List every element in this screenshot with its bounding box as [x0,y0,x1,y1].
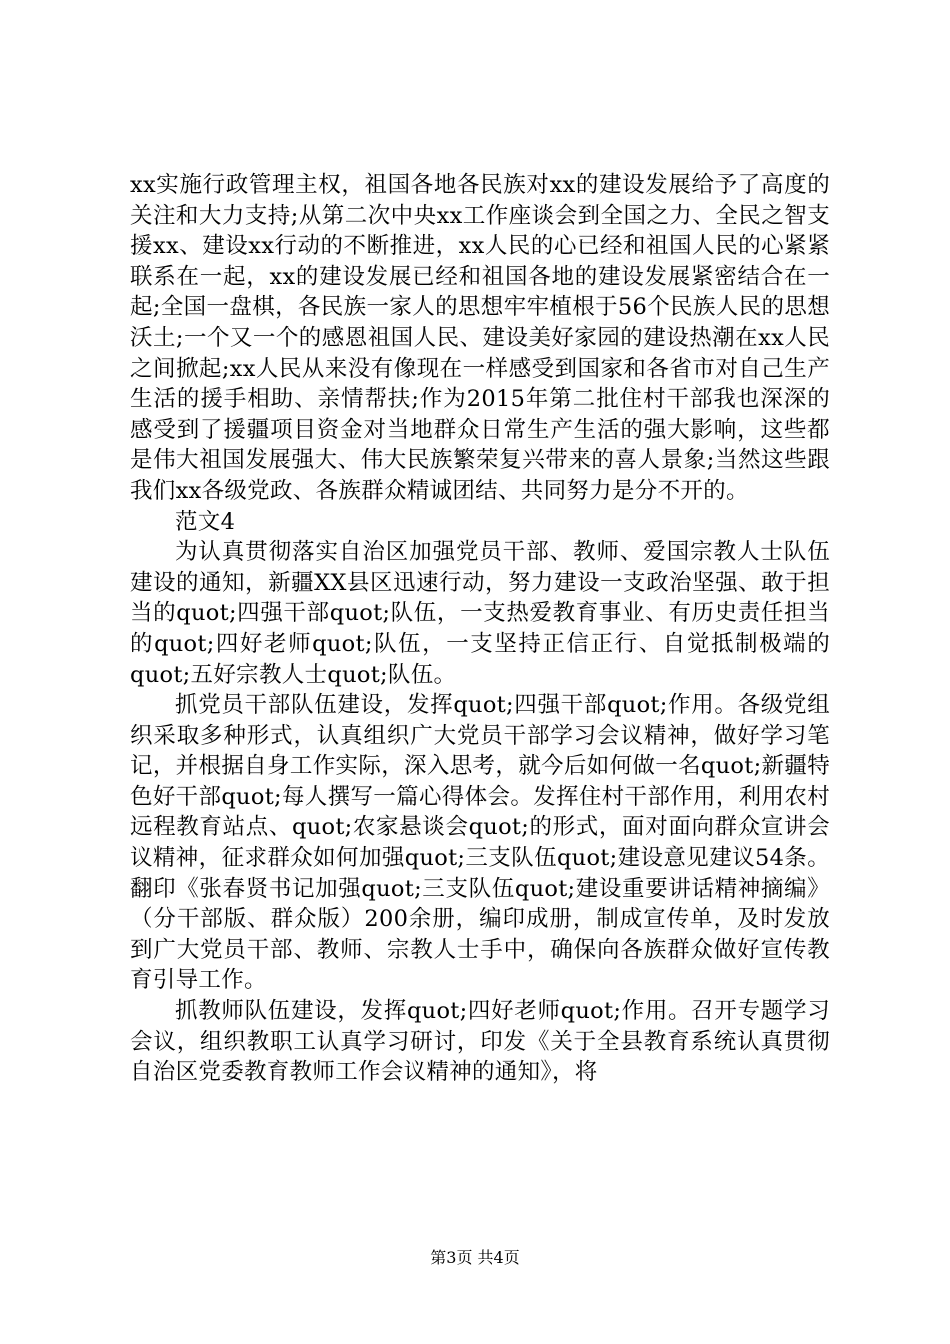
paragraph-2: 为认真贯彻落实自治区加强党员干部、教师、爱国宗教人士队伍建设的通知，新疆XX县区迅速行动，努力建设一支政治坚强、敢于担当的quot;四强干部quot;队伍，一支热爱教育事业、有历史责任担当的quot;四好老师quot;队伍，一支坚持正信正行、自觉抵制极端的quot;五好宗教人士quot;队伍。 [130,539,830,688]
section-heading: 范文4 [175,508,236,535]
document-body [130,170,830,1088]
paragraph-1: xx实施行政管理主权，祖国各地各民族对xx的建设发展给予了高度的关注和大力支持;从第二次中央xx工作座谈会到全国之力、全民之智支援xx、建设xx行动的不断推进，xx人民的心已经和祖国人民的心紧紧联系在一起，xx的建设发展已经和祖国各地的建设发展紧密结合在一起;全国一盘棋，各民族一家人的思想牢牢植根于56个民族人民的思想沃土;一个又一个的感恩祖国人民、建设美好家园的建设热潮在xx人民之间掀起;xx人民从来没有像现在一样感受到国家和各省市对自己生产生活的援手相助、亲情帮扶;作为2015年第二批住村干部我也深深的感受到了援疆项目资金对当地群众日常生产生活的强大影响，这些都是伟大祖国发展强大、伟大民族繁荣复兴带来的喜人景象;当然这些跟我们xx各级党政、各族群众精诚团结、共同努力是分不开的。 [130,172,830,504]
paragraph-3: 抓党员干部队伍建设，发挥quot;四强干部quot;作用。各级党组织采取多种形式，认真组织广大党员干部学习会议精神，做好学习笔记，并根据自身工作实际，深入思考，就今后如何做一名quot;新疆特色好干部quot;每人撰写一篇心得体会。发挥住村干部作用，利用农村远程教育站点、quot;农家悬谈会quot;的形式，面对面向群众宣讲会议精神，征求群众如何加强quot;三支队伍quot;建设意见建议54条。翻印《张春贤书记加强quot;三支队伍quot;建设重要讲话精神摘编》（分干部版、群众版）200余册，编印成册，制成宣传单，及时发放到广大党员干部、教师、宗教人士手中，确保向各族群众做好宣传教育引导工作。 [130,692,830,994]
paragraph-4: 抓教师队伍建设，发挥quot;四好老师quot;作用。召开专题学习会议，组织教职工认真学习研讨，印发《关于全县教育系统认真贯彻自治区党委教育教师工作会议精神的通知》，将 [130,998,830,1086]
page-footer: 第3页 共4页 [430,1248,520,1267]
